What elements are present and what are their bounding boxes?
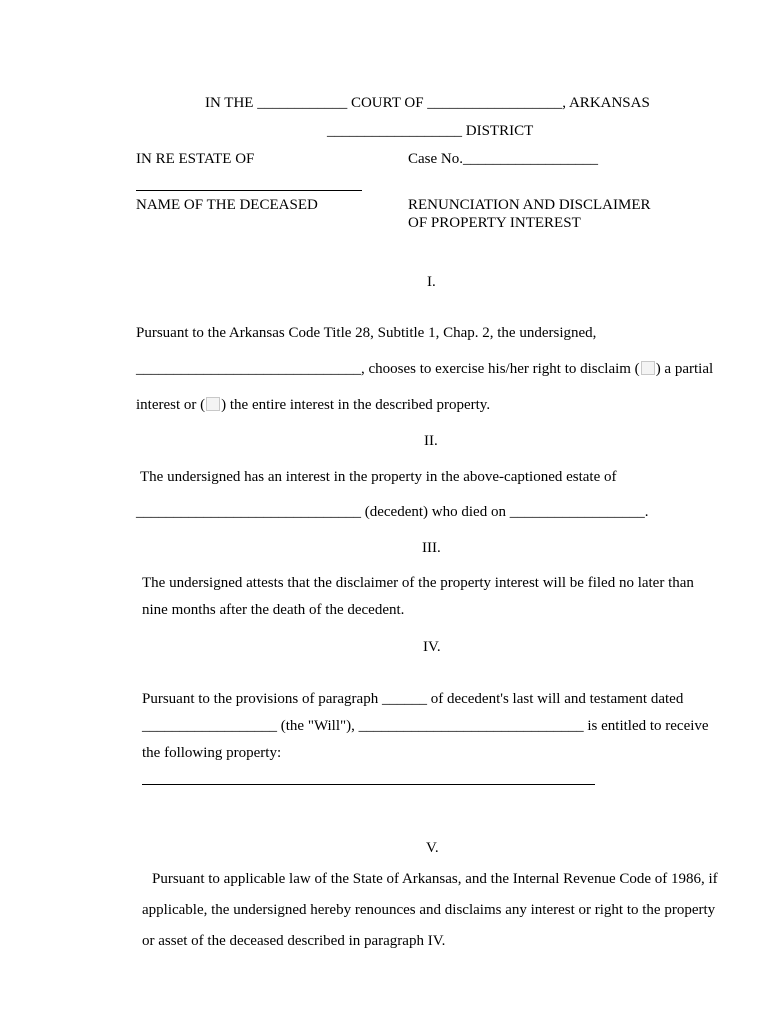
section-2-numeral: II.: [424, 433, 438, 449]
entire-interest-checkbox[interactable]: [206, 397, 220, 411]
partial-interest-checkbox[interactable]: [641, 361, 655, 375]
section-3-numeral: III.: [422, 540, 441, 556]
section-1-line-2: [136, 360, 713, 378]
section-1-line-3: [136, 396, 490, 414]
document-title-line-1: RENUNCIATION AND DISCLAIMER: [408, 197, 651, 213]
section-2-line-1: The undersigned has an interest in the property in the above-captioned estate of: [140, 469, 617, 485]
court-line: IN THE ____________ COURT OF __________________, ARKANSAS: [205, 95, 650, 111]
section-3-line-2: nine months after the death of the decedent.: [142, 602, 405, 618]
section-3-line-1: The undersigned attests that the disclaimer of the property interest will be filed no later than: [142, 575, 694, 591]
section-5-line-3: or asset of the deceased described in paragraph IV.: [142, 933, 446, 949]
section-5-line-2: applicable, the undersigned hereby renounces and disclaims any interest or right to the property: [142, 902, 716, 918]
document-title-line-2: OF PROPERTY INTEREST: [408, 215, 581, 231]
district-line: __________________ DISTRICT: [327, 123, 534, 139]
section-1-line-2-text: ______________________________, chooses to exercise his/her right to disclaim (: [136, 361, 640, 377]
property-description-line: [142, 784, 595, 785]
section-4-line-2: __________________ (the "Will"), ______________________________ is entitled to receive: [142, 718, 709, 734]
section-5-line-1: Pursuant to applicable law of the State of Arkansas, and the Internal Revenue Code of 1986, if: [152, 871, 718, 887]
section-1-line-3-end: ) the entire interest in the described property.: [221, 397, 491, 413]
section-4-numeral: IV.: [423, 639, 441, 655]
estate-label: IN RE ESTATE OF: [136, 151, 255, 167]
case-number: Case No.__________________: [408, 151, 598, 167]
section-5-numeral: V.: [426, 840, 439, 856]
section-1-line-2-end: ) a partial: [655, 361, 714, 377]
section-4-line-3: the following property:: [142, 745, 282, 761]
section-2-line-2: ______________________________ (decedent) who died on __________________.: [136, 504, 649, 520]
deceased-name-line: [136, 190, 362, 191]
section-1-numeral: I.: [427, 274, 436, 290]
section-1-line-3-text: interest or (: [136, 397, 206, 413]
section-4-line-1: Pursuant to the provisions of paragraph ______ of decedent's last will and testament dated: [142, 691, 684, 707]
section-1-line-1: Pursuant to the Arkansas Code Title 28, Subtitle 1, Chap. 2, the undersigned,: [136, 325, 597, 341]
deceased-label: NAME OF THE DECEASED: [136, 197, 318, 213]
